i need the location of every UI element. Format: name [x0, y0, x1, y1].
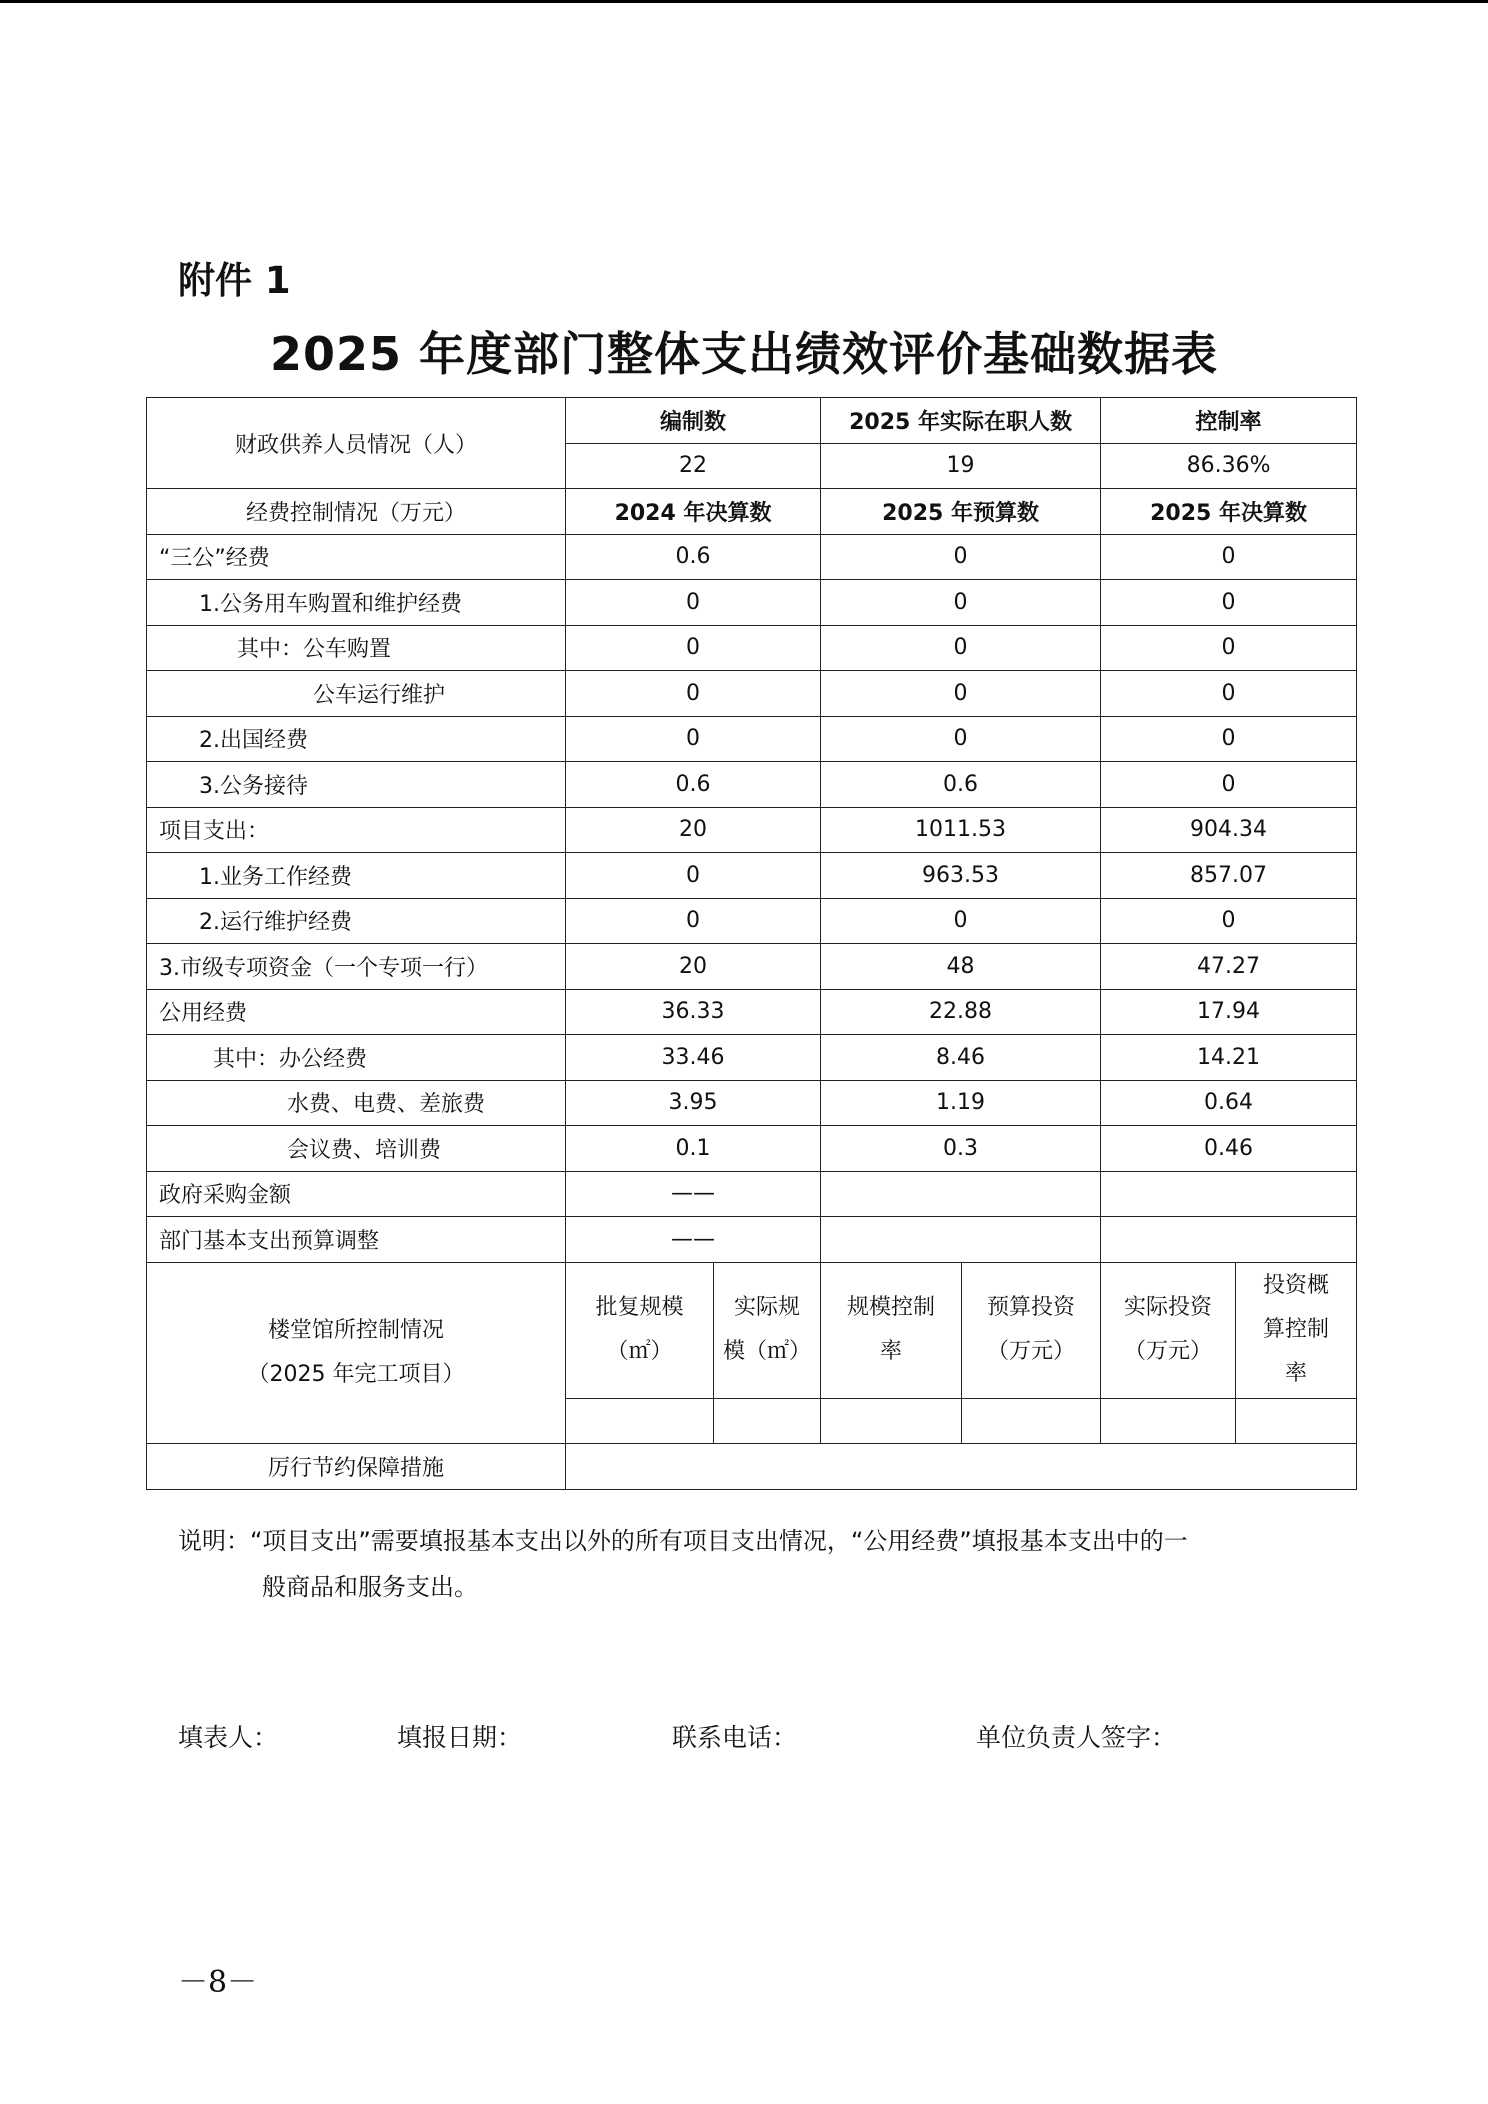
row-label: 2.运行维护经费 — [147, 898, 566, 944]
cell-2024-final: 20 — [566, 944, 821, 990]
building-value-cell — [1101, 1398, 1236, 1444]
cell-2025-final: 904.34 — [1101, 807, 1357, 853]
building-control-label — [147, 1262, 566, 1444]
table-row — [147, 1080, 1357, 1126]
cell-2025-budget: 1011.53 — [821, 807, 1101, 853]
building-col-actual-scale: 实际规 模（㎡） — [714, 1262, 821, 1398]
budget-header-row — [147, 489, 1357, 535]
building-value-cell — [714, 1398, 821, 1444]
row-label: 公车运行维护 — [147, 671, 566, 717]
economy-label: 厉行节约保障措施 — [147, 1444, 566, 1490]
cell-2025-budget: 0 — [821, 898, 1101, 944]
building-value-cell — [1236, 1398, 1357, 1444]
budget-col-2024-final: 2024 年决算数 — [566, 489, 821, 535]
table-row — [147, 853, 1357, 899]
building-col-investment-control-rate: 投资概 算控制 率 — [1236, 1262, 1357, 1398]
cell-2025-final: 0 — [1101, 716, 1357, 762]
table-row — [147, 1126, 1357, 1172]
cell-2025-final: 857.07 — [1101, 853, 1357, 899]
cell-2025-budget: 0 — [821, 716, 1101, 762]
cell-2024-final: 3.95 — [566, 1080, 821, 1126]
staff-value-actual: 19 — [821, 443, 1101, 489]
table-row — [147, 898, 1357, 944]
cell-2025-budget — [821, 1217, 1101, 1263]
phone-label: 联系电话： — [672, 1723, 798, 1752]
staff-header-authorized: 编制数 — [566, 398, 821, 444]
cell-2024-final: 0 — [566, 580, 821, 626]
cell-2025-budget: 0 — [821, 580, 1101, 626]
cell-2025-budget — [821, 1171, 1101, 1217]
cell-2025-budget: 0.6 — [821, 762, 1101, 808]
row-label: 3.公务接待 — [147, 762, 566, 808]
cell-2025-final: 17.94 — [1101, 989, 1357, 1035]
cell-2025-final: 14.21 — [1101, 1035, 1357, 1081]
cell-2025-final — [1101, 1217, 1357, 1263]
budget-label: 经费控制情况（万元） — [147, 489, 566, 535]
cell-2024-final: —— — [566, 1171, 821, 1217]
cell-2025-final: 47.27 — [1101, 944, 1357, 990]
data-table — [146, 397, 1357, 1490]
cell-2025-final: 0 — [1101, 625, 1357, 671]
note-line-1: 说明：“项目支出”需要填报基本支出以外的所有项目支出情况，“公用经费”填报基本支出中的一 — [178, 1527, 1188, 1555]
cell-2024-final: 0 — [566, 625, 821, 671]
unit-head-signature-label: 单位负责人签字： — [976, 1723, 1177, 1752]
row-label: 项目支出： — [147, 807, 566, 853]
cell-2024-final: 0 — [566, 671, 821, 717]
cell-2025-budget: 963.53 — [821, 853, 1101, 899]
cell-2024-final: 33.46 — [566, 1035, 821, 1081]
cell-2025-budget: 0.3 — [821, 1126, 1101, 1172]
cell-2024-final: 0.6 — [566, 762, 821, 808]
row-label: 其中：公车购置 — [147, 625, 566, 671]
row-label: 政府采购金额 — [147, 1171, 566, 1217]
cell-2025-budget: 0 — [821, 534, 1101, 580]
cell-2024-final: 0 — [566, 716, 821, 762]
table-row — [147, 671, 1357, 717]
page-number: －8－ — [178, 1965, 258, 2000]
top-border-line — [0, 0, 1488, 3]
table-row — [147, 534, 1357, 580]
fill-date-label: 填报日期： — [397, 1723, 523, 1752]
table-row — [147, 762, 1357, 808]
cell-2024-final: 36.33 — [566, 989, 821, 1035]
table-row — [147, 580, 1357, 626]
building-value-cell — [821, 1398, 962, 1444]
budget-col-2025-final: 2025 年决算数 — [1101, 489, 1357, 535]
table-row — [147, 625, 1357, 671]
cell-2025-final: 0 — [1101, 898, 1357, 944]
building-value-cell — [566, 1398, 714, 1444]
row-label: 3.市级专项资金（一个专项一行） — [147, 944, 566, 990]
row-label: 其中：办公经费 — [147, 1035, 566, 1081]
note-line-2: 般商品和服务支出。 — [262, 1573, 478, 1601]
cell-2025-final: 0 — [1101, 534, 1357, 580]
cell-2025-budget: 48 — [821, 944, 1101, 990]
row-label: 2.出国经费 — [147, 716, 566, 762]
cell-2025-final — [1101, 1171, 1357, 1217]
filler-label: 填表人： — [178, 1723, 279, 1752]
staff-value-authorized: 22 — [566, 443, 821, 489]
table-row — [147, 807, 1357, 853]
cell-2024-final: 0 — [566, 898, 821, 944]
staff-header-rate: 控制率 — [1101, 398, 1357, 444]
cell-2025-final: 0 — [1101, 671, 1357, 717]
building-label-line2: （2025 年完工项目） — [247, 1361, 465, 1387]
table-row — [147, 1171, 1357, 1217]
table-row — [147, 944, 1357, 990]
building-col-scale-control-rate: 规模控制 率 — [821, 1262, 962, 1398]
staff-label: 财政供养人员情况（人） — [147, 398, 566, 489]
building-value-cell — [962, 1398, 1101, 1444]
building-header-row — [147, 1262, 1357, 1398]
row-label: 1.公务用车购置和维护经费 — [147, 580, 566, 626]
cell-2024-final: 0 — [566, 853, 821, 899]
building-label-line1: 楼堂馆所控制情况 — [267, 1317, 444, 1343]
row-label: 水费、电费、差旅费 — [147, 1080, 566, 1126]
table-row — [147, 1035, 1357, 1081]
explanation-note — [178, 1518, 1358, 1610]
attachment-label: 附件 1 — [178, 259, 291, 302]
building-col-actual-investment: 实际投资 （万元） — [1101, 1262, 1236, 1398]
cell-2025-budget: 1.19 — [821, 1080, 1101, 1126]
cell-2025-final: 0.64 — [1101, 1080, 1357, 1126]
row-label: 1.业务工作经费 — [147, 853, 566, 899]
cell-2025-budget: 8.46 — [821, 1035, 1101, 1081]
staff-value-rate: 86.36% — [1101, 443, 1357, 489]
page-title: 2025 年度部门整体支出绩效评价基础数据表 — [269, 327, 1219, 381]
row-label: 会议费、培训费 — [147, 1126, 566, 1172]
cell-2024-final: 0.6 — [566, 534, 821, 580]
cell-2025-final: 0 — [1101, 580, 1357, 626]
table-row — [147, 716, 1357, 762]
cell-2024-final: —— — [566, 1217, 821, 1263]
cell-2025-budget: 22.88 — [821, 989, 1101, 1035]
row-label: 公用经费 — [147, 989, 566, 1035]
building-col-approved-scale: 批复规模 （㎡） — [566, 1262, 714, 1398]
economy-row — [147, 1444, 1357, 1490]
cell-2025-final: 0.46 — [1101, 1126, 1357, 1172]
staff-header-row — [147, 398, 1357, 444]
row-label: “三公”经费 — [147, 534, 566, 580]
economy-value-cell — [566, 1444, 1357, 1490]
table-row — [147, 989, 1357, 1035]
building-col-budget-investment: 预算投资 （万元） — [962, 1262, 1101, 1398]
cell-2024-final: 0.1 — [566, 1126, 821, 1172]
table-row — [147, 1217, 1357, 1263]
cell-2025-budget: 0 — [821, 671, 1101, 717]
row-label: 部门基本支出预算调整 — [147, 1217, 566, 1263]
staff-header-actual: 2025 年实际在职人数 — [821, 398, 1101, 444]
cell-2024-final: 20 — [566, 807, 821, 853]
cell-2025-budget: 0 — [821, 625, 1101, 671]
budget-col-2025-budget: 2025 年预算数 — [821, 489, 1101, 535]
cell-2025-final: 0 — [1101, 762, 1357, 808]
